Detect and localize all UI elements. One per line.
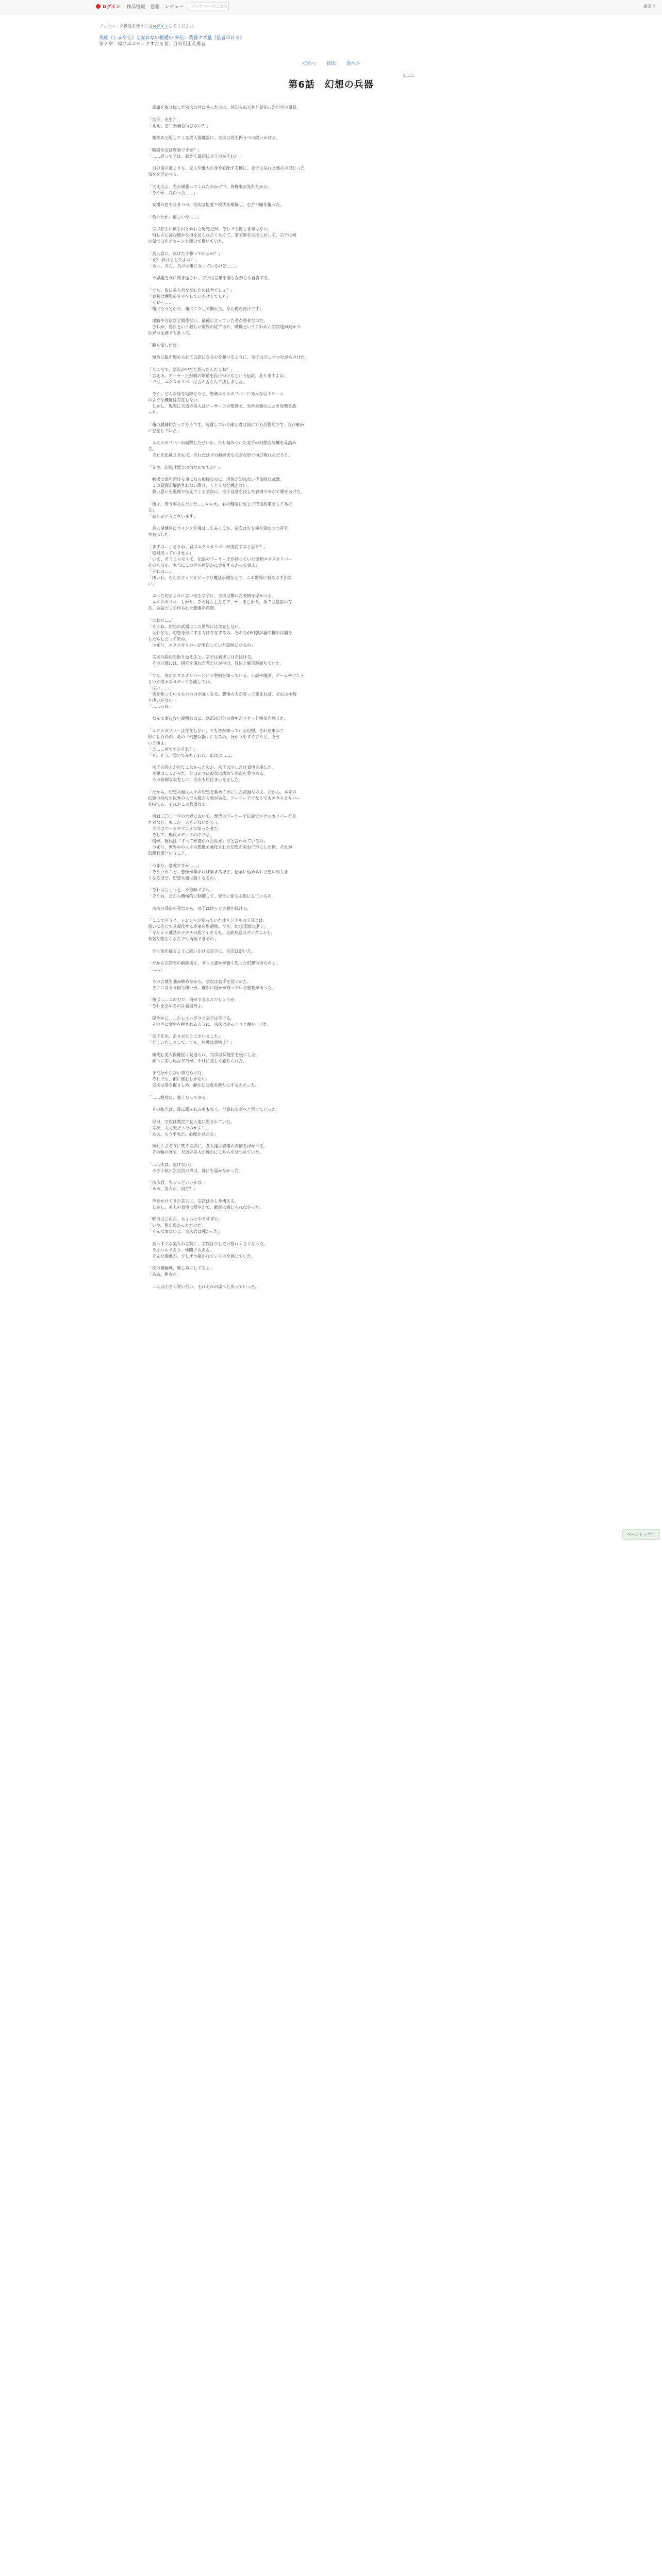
body-paragraph: 「ところで、宗次が中だと思ったんだよね？」 「言えあ、アーサー王が剣の剣鞘を投げつけるという伝説、ありますよね」 「でも、エクスカリバーは古の古なんて決しました」 — [148, 367, 288, 384]
login-label: ログイン — [102, 5, 121, 10]
body-paragraph: 「先生、幻想兵器とは何なんですか？」 — [148, 465, 222, 470]
body-paragraph: 宗次の説明を振り返えると、宗子は着実に耳を傾ける。 その言葉には、研究を重ねた者だけが持つ、自信と確信が満ちていた。 — [152, 655, 284, 666]
login-notice — [99, 23, 197, 29]
body-paragraph: その呟きは、誰に聞かれる事もなく、夕暮れの空へと溶けていった。 — [148, 1107, 280, 1112]
body-paragraph: 「まずは……そうね、君はエクスカリバーが実在すると思う？」 「絶対持っていません」 「いえ、そうじゃなくて。伝説のアーサー王が持っていた聖剣エクスカリバー そのものが、本当にこの世の何処かに実在するかって事よ」 「それは……」 「無いわ。そんなファンタジックな魔法の剣なんて、この世界に有るはずがな い」 — [148, 544, 292, 586]
body-paragraph: 「エクスカリバーは存在しない、でも皆が知っている幻想。それを束ねて 形にしたのが、あの『幻想兵器』になるの。分かりやすく言うと、そう いう事よ」 「え……何ですかそれ？」 「そ、そう、聞いてみたいわね。あはは……」 — [148, 728, 284, 758]
body-paragraph: 「……絶対に、強くなってやる」 — [148, 1095, 210, 1100]
body-paragraph: 「宗子先生、ありがとうございました」 「どういたしまして。でも、無理は禁物よ？」 — [148, 1034, 235, 1045]
body-paragraph: 「それはちょっと、不気味ですね」 「そうね。だから機械的に制御して、安全に使える形にしているの」 — [148, 888, 276, 899]
body-paragraph: 「脇も流しだな」 — [148, 343, 181, 348]
pager — [0, 60, 662, 66]
series-header — [99, 35, 460, 47]
body-paragraph: 達暗や方法など関係ない。最後に立っていた者が勝者なのだ。 それが、勝負という厳しい世界の従てあり、戦場というこれから宗次達が向かう 世界の法則でもあった。 — [148, 318, 301, 335]
body-paragraph: 翌日、宗次は教室で友人達に囲まれていた。 「宗次、大丈夫だったのかよ！」 「ああ、もう平気だ。心配かけたな」 — [148, 1119, 235, 1137]
body-paragraph: 宗子の答えが出てこなかったのか、宗子は少しだけ表情を崩した。 本題はここからだ、とばかりに彼女は改めて宗次を見つめる。 その真剣な眼差しに、宗次も居住まいを正した。 — [152, 765, 276, 782]
body-paragraph: 「宗次君、ちょっといいかな」 「ああ、美人か。何だ？」 — [148, 1180, 206, 1191]
body-paragraph: 「でも、皆がエクスカリバーという聖剣を知っている。小説や漫画、ゲームやアニメ という様々なメディアを通してね」 「はい……」 「皆を知っているものの力が強くなる。想像の力が寄って集まれば、それは本物 と違いがない」 「……っ!?」 — [148, 673, 305, 709]
body-paragraph: 「だから、幻想兵器は人々の幻想を集めて形にした武器なのよ。だから、本来の 伝説の持ち主以外の人でも扱える事がある。アーサー王でなくてもエクスカリバー を持てる、それがこの兵器なの」 — [148, 789, 301, 807]
body-paragraph: 微笑む美人保健医に見送られ、宗次は保健室を後にした。 廊下に差し込む夕日が、やけに眩しく感じられた。 — [152, 1052, 260, 1063]
body-paragraph: 「後々、皆う事なんだけど……いいわ、君の健闘に免じて特別授業をしてあげ る」 「ありがとうございます」 — [148, 501, 292, 519]
body-paragraph: 「だから宗次君の鍛錬切も、きっと誰かが強く想った幻想の形なのよ」 「……」 — [148, 961, 280, 972]
body-paragraph: 意識を取り戻した宗次の目に映ったのは、見知らぬ天井と見知った自室の風景。 — [148, 105, 301, 110]
body-paragraph: 「大丈夫よ。君が頑張ってくれたおかげで、皆軽事が先れたから」 「そうか、良かった……」 — [148, 184, 272, 195]
body-paragraph: 「宗子、先生？」 「ええ。どこか痛む所はない？」 — [148, 117, 210, 128]
body-paragraph: 「負けたか。悔しいな……」 — [148, 214, 202, 219]
vertical-writing-link[interactable]: 縦書き — [643, 4, 656, 9]
toc-link[interactable]: 目次 — [326, 61, 336, 66]
notice-prefix: ブックマーク機能を使うには — [99, 24, 153, 28]
chapter-subtitle: 第２章：帰にエコヒックすだる者、自分用止英勇者 — [99, 42, 206, 47]
notice-suffix: してください。 — [169, 24, 198, 28]
body-paragraph: 不思議そうに聞き返され、宗子は言葉を濁しながらも首肯する。 — [148, 276, 272, 280]
body-paragraph: 「けれど……」 「そうね、幻想の武器はこの世界には実在しない。 けれども、幻想を形にする力は存在するの。その力が幻想兵器や機甲兵器を もたらしたって訳ね。 つまり、エクスカリバーが実在していた証明になるの」 — [148, 618, 292, 648]
body-paragraph: ぶった切るように言い切る宗子に、宗次は驚いた表情を浮かべる。 エクスカリバーしかり、その持ち主たるアーサー王しかり、全ては伝説の存 在。お話として作られた想像の産物。 — [148, 594, 292, 611]
body-paragraph: まだ分からない事だらけだ。 それでも、前に進むしかない。 宗次は拳を握りしめ、静かに決意を新たにするのだった。 — [152, 1071, 259, 1088]
body-paragraph: その言葉を噛み締めながら、宗次は右手を見つめた。 そこにはもう何も無いが、確かに何かが残っている感覚があった。 — [152, 979, 276, 990]
body-paragraph: 「時間や宗は異事ですか？」 「……君って子は。起きて最初に言うのがそれ？」 — [148, 147, 243, 159]
prev-link[interactable]: ＜前へ — [302, 61, 316, 66]
nav-item-impressions[interactable]: 感想 — [150, 5, 160, 10]
body-paragraph: なんて事のない説明なのに、宗次は自分の背中がゾクッと寒気を感じた。 — [148, 716, 288, 721]
body-paragraph: 「次の模擬戦、楽しみにしてるよ」 「ああ、俺もだ」 — [148, 1266, 214, 1277]
page-top-button[interactable]: ページトップへ — [622, 1529, 660, 1540]
body-paragraph: 短めに脇を褒められて言語になるのを避けるように、宗子は少しずつながらのけた。 — [148, 355, 309, 360]
nav-item-info[interactable]: 作品情報 — [126, 5, 145, 10]
login-icon — [96, 4, 101, 9]
body-paragraph: 微笑みと配してくる美人保健医に、宗次は首を振りつつ問いかける。 — [148, 135, 280, 140]
body-paragraph: 「俺は……この力で、何ができるんでしょうか」 「それを決めるのは君自身よ」 — [148, 997, 239, 1008]
body-paragraph: 西暦二〇二一年の世界において、歴代のアーサー王伝説でエクスカリバーを見 た者など、もしか一人もいないだろう。 大半はゲームやアニメで知った者だ。 そして、現代メディアの中では、 「何が、現代は『すべてが書かれた世界』だと言われているの」 つまり、世界中の人々の想像で強化された幻想を束ねて形にした物、それが 幻想兵器ということ。 — [148, 814, 296, 856]
body-paragraph: 「俺の鍛錬切たってそうです。装置している確と違は何にでも反物理です、だが確か に存在している」 — [148, 422, 304, 433]
novel-body — [148, 105, 323, 1296]
notice-login-link[interactable]: ログイン — [152, 24, 169, 28]
body-paragraph: 穏やかに、しかしはっきりと宗子は告げる。 その声に背中を押されるように、宗次はゆっくりと顔を上げた。 — [152, 1015, 272, 1027]
body-paragraph: 真っすぐな美人の言葉に、宗次は少しだけ照れくさくなった。 ライバルであり、仲間でもある。 そんな関係が、少しずつ築かれていくのを感じていた。 — [152, 1241, 268, 1259]
body-paragraph: 二人は小さく笑い合い、それぞれの席へと戻っていった。 — [148, 1284, 259, 1289]
body-paragraph: 安堵の息を吐きつつ、宗次は他者で現状を理解し、右手で瞳を覆った。 — [148, 202, 284, 207]
body-paragraph: 「……次は、負けない」 小さく呟いた宗次の声は、誰にも届かなかった。 — [148, 1162, 243, 1173]
body-paragraph: 宗以相手に何手回と殊れた男先だが、それでも悔しき事はない。 悔しさに淀む懐かな頃を見られたくなくて、掌で額を宗次に対して、宗子は何 か気で口をポカーンと開けて驚いていた。 — [148, 227, 296, 244]
login-link[interactable] — [96, 3, 121, 10]
body-paragraph: 「昨日はごめん。ちょっとやりすぎた」 「いや、俺が弱かっただけだ」 「そんな事ないよ。宗次君は強かった」 — [148, 1217, 223, 1234]
body-paragraph: 声をかけてきた美人に、宗次は少し身構える。 しかし、美人の表情は穏やかで、敵意は感じられなかった。 — [152, 1198, 263, 1210]
body-paragraph: 目の前の量よりも、友人や他人の身を心配する彼に、赤子は呆れと感心の混じった 気をを浮かべる。 — [148, 166, 305, 177]
nav-item-review[interactable]: レビュー — [164, 5, 184, 10]
next-link[interactable]: 次へ＞ — [346, 61, 360, 66]
bookmark-input[interactable] — [189, 3, 229, 10]
body-paragraph: 美人保健医にウインクを飛ばしてみようか、宗次は少し頬を染めつつ首を 左右にした。 — [148, 526, 288, 537]
body-paragraph: そう、どんな経を地陣とうと、聖剣エクスカリバーにあんな巨大ビーム のような機能は存在しない。 しかし、現実に天道寺美人はアーサー王の聖剣で、光学兵器のごとき攻撃を放 った。 — [148, 392, 296, 415]
top-navigation-bar — [0, 0, 662, 13]
series-title[interactable]: 英雄《しゅやく》となれない親愛い 外伝：黄昏クズ星《星者の日々》 — [99, 36, 244, 41]
body-paragraph: 「美人君に、負けた子想っているの？」 「え？ 負けましたよね？」 「あっ、うん、負けた事になっているけど……」 — [148, 251, 239, 268]
body-paragraph: 戦場で命を預ける事になる相棒なのに、現体が知れない不気味な武器。 この疑問が解消されない限り、くどくなど戦えない。 強い思いを視線で伝えてくる宗次に、宗子は意を決した表情でやがて顔をあげた。 — [152, 477, 305, 494]
body-paragraph: 「つまり、意義ですか……」 「そういうこと。想像が集まれば集まるほど、伝承に込められた想いが大き くなるほど、幻想兵器は強くなるの」 — [148, 863, 288, 880]
episode-number: 6/125 — [402, 73, 415, 78]
chapter-title: 第6話 幻想の兵器 — [288, 79, 374, 90]
body-paragraph: エクスカリバーが高撃したせいか、少し悩みついた北手の幻想武装機を見詰め る。 それを記載させれば、折れたはずの鍛錬切も完全な形で再び現れるだろう。 — [148, 440, 296, 457]
body-paragraph: 少々気を探るように問いかける宗子に、宗次は頷いた。 — [148, 948, 255, 954]
body-paragraph: 「ここで言うと、レンシャが使っていたオリジナルの宝具とは、 想いに応じて具現化する本来の聖遺物。でも、幻想兵器は違う」 「ギリシャ神話のアテナの盾アイギスも、北欧神話のグングニルも、 有名な物ならなんでも再現できるの」 — [148, 918, 275, 941]
body-paragraph: 「でも、負に美人君を倒したのは君でしょ？」 「審判は瀬際の宣言をしていませんでした」 「リビー……」 「俺はたうとかで、俺はこうして倒れた。なら俺の負けです」 — [148, 287, 263, 311]
body-paragraph: 照れくさそうに笑う宗次に、友人達は安堵の表情を浮かべる。 その輪の外で、天道寺美人が静かにこちらを見つめていた。 — [152, 1144, 268, 1155]
body-paragraph: 宗次の反応を見ながら、宗子は淡々と言葉を続ける。 — [148, 906, 251, 911]
